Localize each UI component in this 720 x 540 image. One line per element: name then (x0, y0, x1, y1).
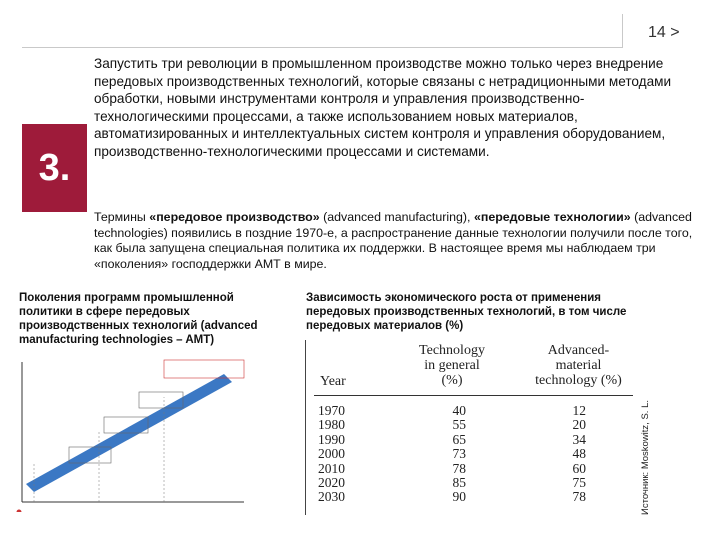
intro-paragraph: Запустить три революции в промышленном производстве можно только через внедрение передовых производственных технологий, которые связаны с нетрадиционными методами обработки, новыми инструментами контроля и управления производственно-технологическими процессами, а также использованием новых материалов, автоматизированных и интеллектуальных систем контроля и управления оборудованием, производственно-технологическими процессами и системами. (94, 56, 672, 159)
col-header-technology (402, 343, 502, 388)
table-header-rule (314, 395, 633, 396)
growth-table (305, 340, 641, 515)
terms-text-2: (advanced manufacturing), (319, 210, 474, 224)
tech-cell: 55 (452, 417, 466, 433)
tech-cell: 90 (452, 489, 466, 505)
header-rule (22, 47, 622, 48)
year-cell: 2010 (318, 460, 345, 476)
header-rule-vertical (622, 14, 623, 48)
material-cell: 78 (572, 489, 586, 505)
terms-text-3: (advanced technologies) появились в поздние 1970-е, а распространение данные технологии получили после того, как была запущена специальная политика их поддержки. В настоящее время мы наблюдаем три «поколения» господдержки АМТ в мире. (94, 210, 693, 271)
table-row (306, 418, 641, 432)
terms-bold-2: «передовые технологии» (473, 210, 631, 224)
material-cell: 60 (572, 460, 586, 476)
terms-bold-1: «передовое производство» (149, 210, 320, 224)
year-cell: 1990 (318, 431, 345, 447)
col2-line-2: material (555, 358, 602, 373)
table-row (306, 490, 641, 504)
col2-line-3: technology (%) (535, 373, 622, 388)
table-row (306, 433, 641, 447)
col-header-material (521, 343, 636, 388)
generations-diagram-image (14, 352, 254, 512)
table-row (306, 462, 641, 476)
material-cell: 20 (572, 417, 586, 433)
material-cell: 75 (572, 474, 586, 490)
right-figure-caption: Зависимость экономического роста от применения передовых производственных технологий, в том числе передовых материалов (%) (306, 292, 627, 332)
col1-line-3: (%) (441, 373, 463, 388)
table-row (306, 404, 641, 418)
col-header-year: Year (320, 374, 346, 389)
table-row (306, 476, 641, 490)
terms-paragraph (94, 210, 709, 272)
tech-cell: 73 (452, 446, 466, 462)
source-note: Источник: Moskowitz, S. L. (640, 400, 651, 515)
terms-text-1: Термины (94, 210, 150, 224)
col1-line-1: Technology (419, 343, 485, 358)
tech-cell: 85 (452, 474, 466, 490)
section-badge: 3. (22, 124, 87, 212)
col2-line-1: Advanced- (547, 343, 610, 358)
page-number[interactable]: 14 > (648, 24, 680, 41)
year-cell: 2030 (318, 489, 345, 505)
material-cell: 34 (572, 431, 586, 447)
material-cell: 12 (572, 403, 586, 418)
tech-cell: 78 (452, 460, 466, 476)
left-figure-caption: Поколения программ промышленной политики в сфере передовых производственных технологий (advanced manufacturing technologies – AMT) (19, 292, 258, 346)
year-cell: 1970 (318, 403, 345, 418)
tech-cell: 65 (452, 431, 466, 447)
col1-line-2: in general (424, 358, 480, 373)
table-row (306, 447, 641, 461)
tech-cell: 40 (452, 403, 466, 418)
year-cell: 2020 (318, 474, 345, 490)
table-body (306, 404, 641, 505)
material-cell: 48 (572, 446, 586, 462)
year-cell: 2000 (318, 446, 345, 462)
year-cell: 1980 (318, 417, 345, 433)
